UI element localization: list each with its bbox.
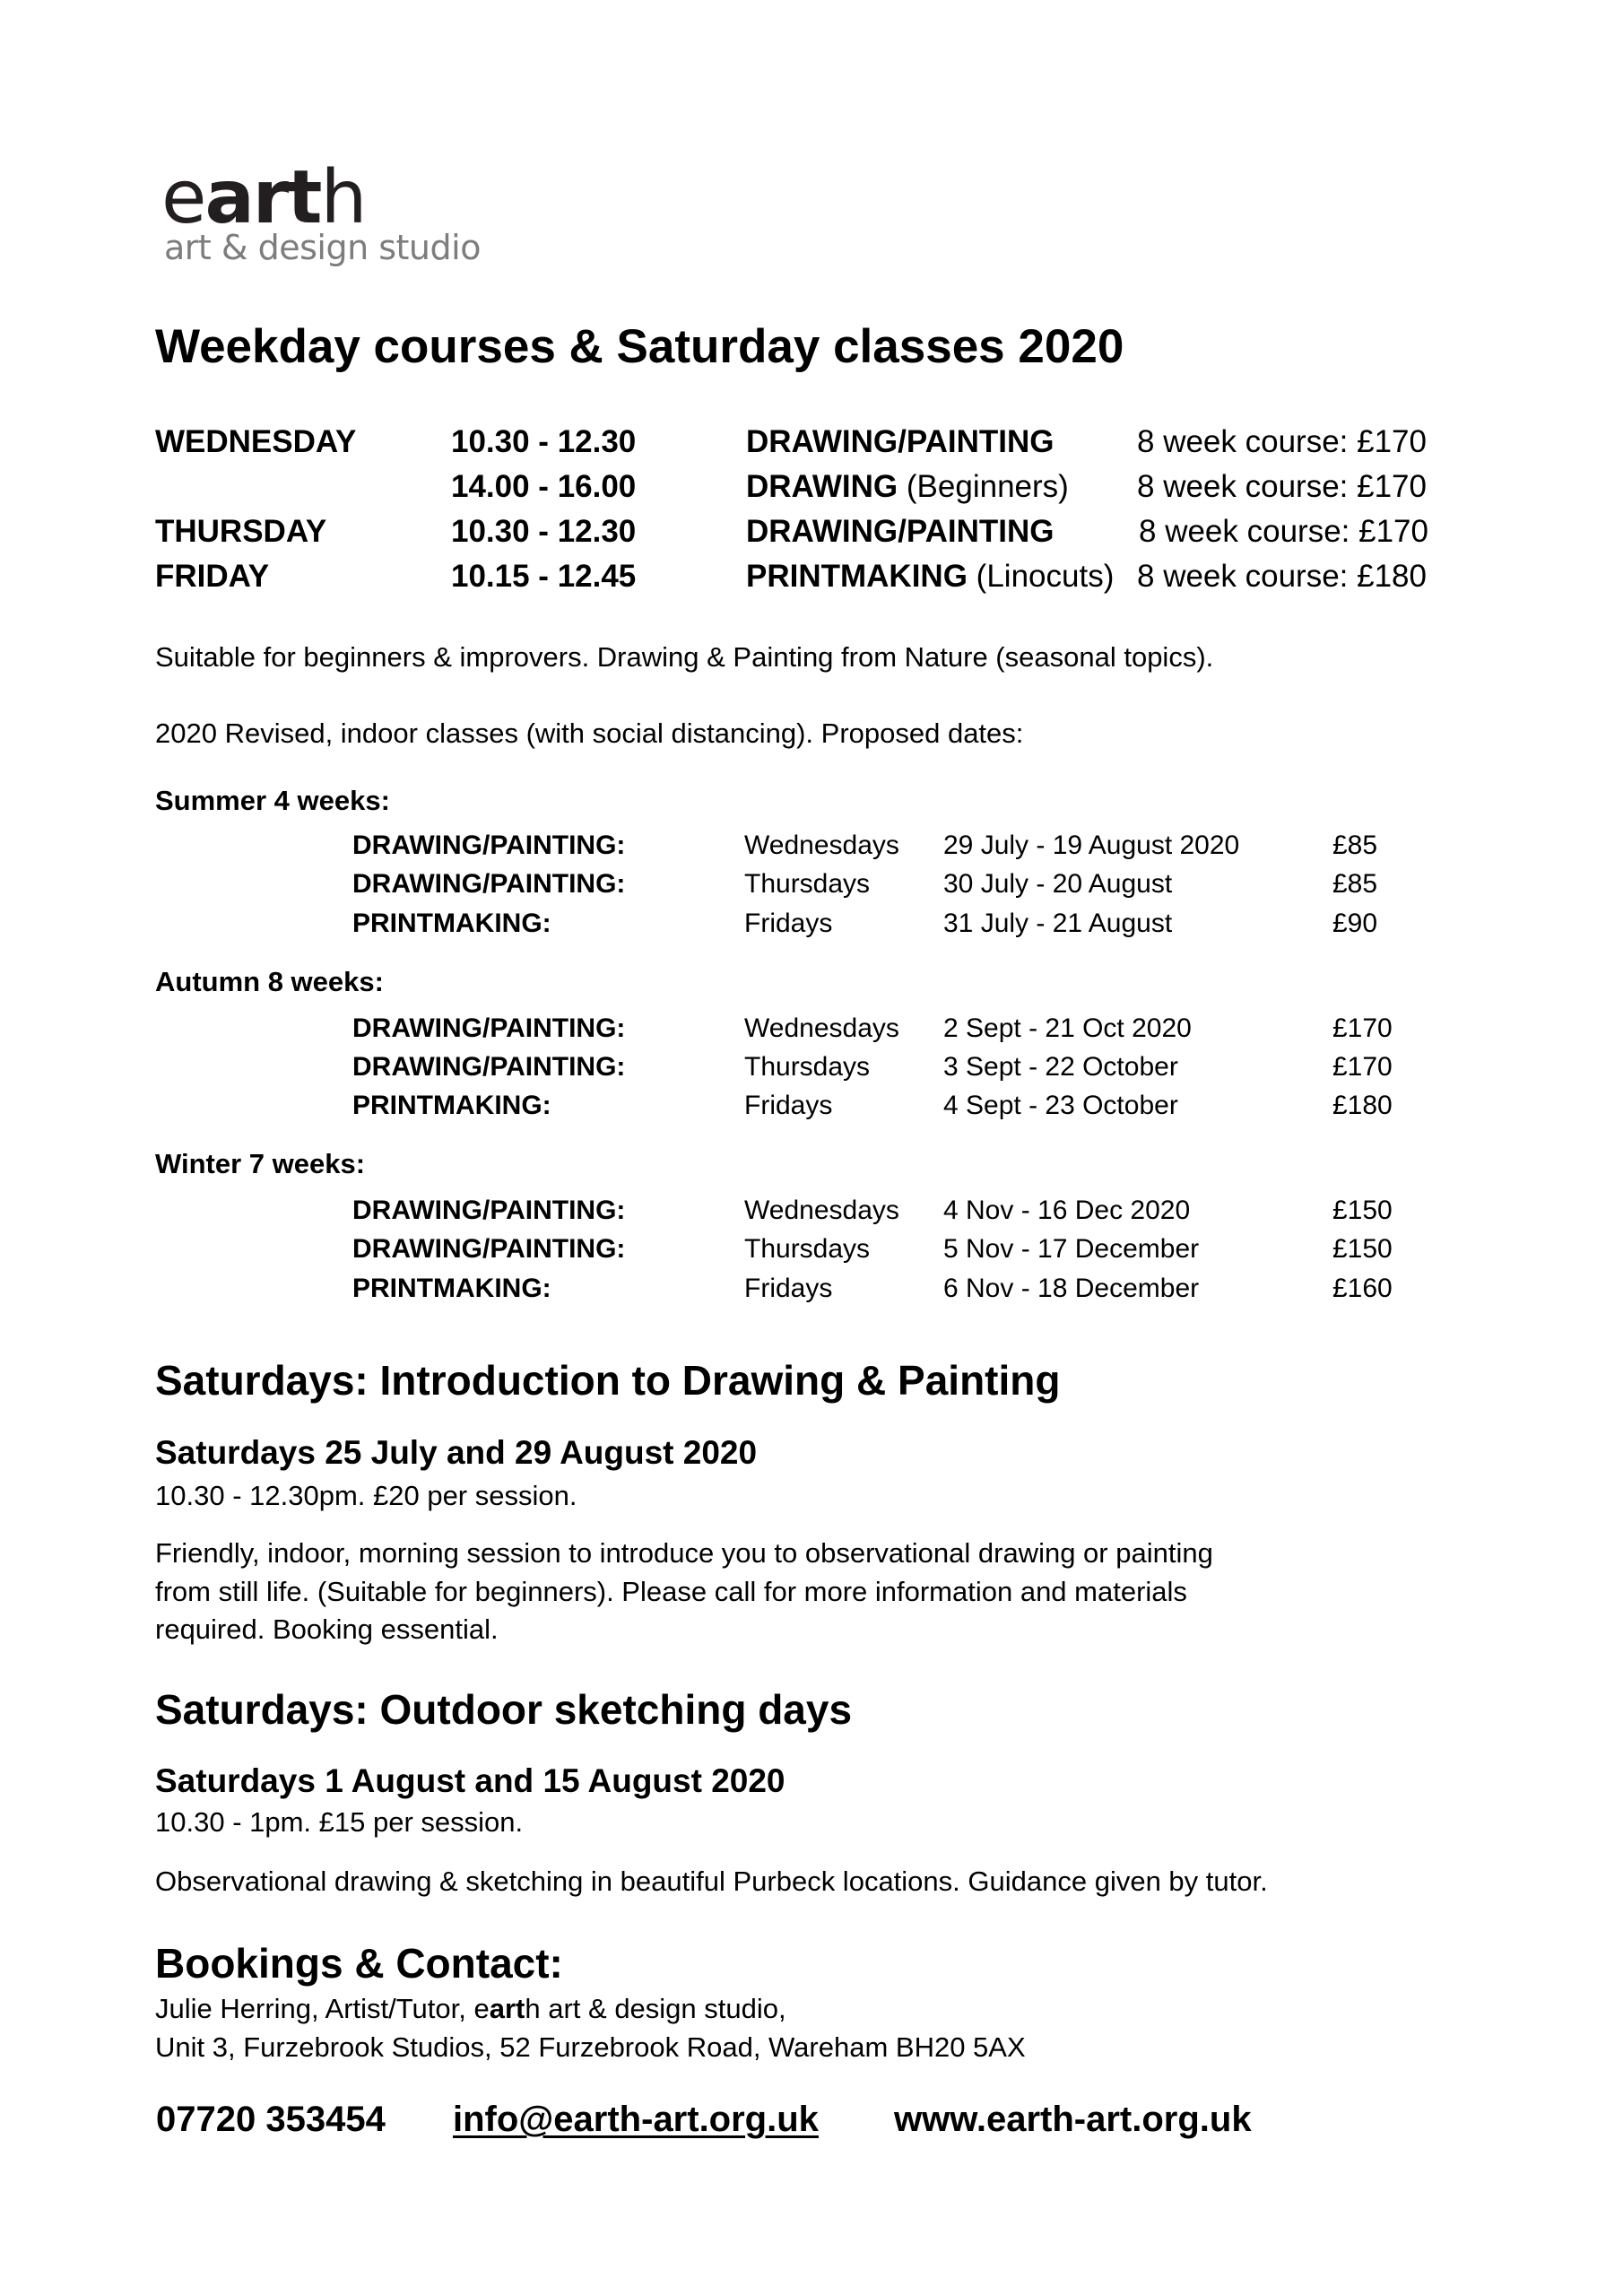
term-heading-autumn: Autumn 8 weeks: <box>155 966 384 997</box>
term-day: Thursdays <box>744 1052 871 1082</box>
contact-name-line <box>155 1995 786 2022</box>
logo-wordmark <box>161 155 366 240</box>
saturday-outdoor-dates: Saturdays 1 August and 15 August 2020 <box>155 1762 785 1799</box>
term-course: PRINTMAKING: <box>352 1274 551 1303</box>
saturday-intro-heading: Saturdays: Introduction to Drawing & Painting <box>155 1357 1061 1404</box>
term-course: DRAWING/PAINTING: <box>352 1013 626 1043</box>
saturday-intro-description-line: from still life. (Suitable for beginners). Please call for more information and materials <box>155 1576 1187 1607</box>
course-name: DRAWING <box>746 469 898 504</box>
logo-letters-art: art <box>204 155 321 240</box>
page-title: Weekday courses & Saturday classes 2020 <box>155 320 1124 373</box>
saturday-outdoor-description: Observational drawing & sketching in beautiful Purbeck locations. Guidance given by tutor. <box>155 1866 1268 1897</box>
term-price: £90 <box>1332 909 1378 938</box>
term-day: Fridays <box>744 1274 833 1303</box>
term-day: Wednesdays <box>744 1013 899 1043</box>
weekday-time: 14.00 - 16.00 <box>451 469 637 504</box>
contact-website[interactable]: www.earth-art.org.uk <box>894 2100 1252 2139</box>
term-price: £85 <box>1332 869 1378 899</box>
term-price: £160 <box>1332 1274 1393 1303</box>
term-dates: 5 Nov - 17 December <box>943 1234 1200 1264</box>
term-price: £170 <box>1332 1013 1393 1043</box>
term-day: Wednesdays <box>744 831 899 860</box>
term-day: Thursdays <box>744 1234 871 1264</box>
saturday-intro-dates: Saturdays 25 July and 29 August 2020 <box>155 1434 758 1471</box>
term-dates: 4 Nov - 16 Dec 2020 <box>943 1196 1191 1225</box>
term-course: DRAWING/PAINTING: <box>352 1234 626 1264</box>
term-course: PRINTMAKING: <box>352 1091 551 1120</box>
contact-phone[interactable]: 07720 353454 <box>156 2100 386 2139</box>
weekday-day: THURSDAY <box>155 514 327 549</box>
studio-name: art & design studio, <box>540 1993 786 2024</box>
term-day: Wednesdays <box>744 1196 899 1225</box>
term-heading-summer: Summer 4 weeks: <box>155 785 390 816</box>
weekday-price: 8 week course: £170 <box>1139 514 1428 549</box>
term-heading-winter: Winter 7 weeks: <box>155 1148 366 1179</box>
weekday-price: 8 week course: £180 <box>1137 559 1427 594</box>
term-course: DRAWING/PAINTING: <box>352 1196 626 1225</box>
term-price: £170 <box>1332 1052 1393 1082</box>
intro-text: Suitable for beginners & improvers. Drawing & Painting from Nature (seasonal topics). <box>155 641 1214 673</box>
brand-letter-h: h <box>525 1993 541 2024</box>
term-course: PRINTMAKING: <box>352 909 551 938</box>
course-note: (Beginners) <box>906 469 1069 504</box>
course-name: PRINTMAKING <box>746 559 968 594</box>
weekday-time: 10.30 - 12.30 <box>451 514 637 549</box>
course-note: (Linocuts) <box>976 559 1115 594</box>
contact-name: Julie Herring, Artist/Tutor, <box>155 1993 474 2024</box>
weekday-course <box>746 426 1055 457</box>
weekday-course <box>746 561 1114 592</box>
term-dates: 6 Nov - 18 December <box>943 1274 1200 1303</box>
term-course: DRAWING/PAINTING: <box>352 869 626 899</box>
logo-letter-e: e <box>161 155 205 240</box>
weekday-price: 8 week course: £170 <box>1137 469 1427 504</box>
term-price: £150 <box>1332 1196 1393 1225</box>
course-name: DRAWING/PAINTING <box>746 424 1055 459</box>
logo-subtitle: art & design studio <box>164 228 481 267</box>
term-dates: 29 July - 19 August 2020 <box>943 831 1240 860</box>
weekday-course <box>746 471 1069 502</box>
weekday-price: 8 week course: £170 <box>1137 424 1427 459</box>
contact-heading: Bookings & Contact: <box>155 1940 563 1987</box>
weekday-time: 10.15 - 12.45 <box>451 559 637 594</box>
contact-email-link[interactable]: info@earth-art.org.uk <box>453 2100 819 2139</box>
saturday-intro-description-line: Friendly, indoor, morning session to introduce you to observational drawing or painting <box>155 1537 1213 1569</box>
term-dates: 31 July - 21 August <box>943 909 1173 938</box>
logo-letter-h: h <box>320 155 366 240</box>
weekday-course <box>746 516 1055 547</box>
term-dates: 30 July - 20 August <box>943 869 1173 899</box>
term-day: Fridays <box>744 909 833 938</box>
term-day: Fridays <box>744 1091 833 1120</box>
term-dates: 2 Sept - 21 Oct 2020 <box>943 1013 1192 1043</box>
term-day: Thursdays <box>744 869 871 899</box>
brand-letter-e: e <box>473 1993 490 2024</box>
revised-text: 2020 Revised, indoor classes (with social distancing). Proposed dates: <box>155 718 1024 749</box>
term-price: £180 <box>1332 1091 1393 1120</box>
weekday-day: FRIDAY <box>155 559 270 594</box>
term-course: DRAWING/PAINTING: <box>352 1052 626 1082</box>
saturday-outdoor-heading: Saturdays: Outdoor sketching days <box>155 1686 853 1733</box>
weekday-time: 10.30 - 12.30 <box>451 424 637 459</box>
term-price: £150 <box>1332 1234 1393 1264</box>
term-course: DRAWING/PAINTING: <box>352 831 626 860</box>
course-name: DRAWING/PAINTING <box>746 514 1055 549</box>
weekday-day: WEDNESDAY <box>155 424 357 459</box>
saturday-outdoor-time-price: 10.30 - 1pm. £15 per session. <box>155 1806 524 1838</box>
saturday-intro-description-line: required. Booking essential. <box>155 1613 499 1645</box>
term-dates: 3 Sept - 22 October <box>943 1052 1178 1082</box>
saturday-intro-time-price: 10.30 - 12.30pm. £20 per session. <box>155 1480 577 1511</box>
term-price: £85 <box>1332 831 1378 860</box>
brand-letters-art: art <box>489 1993 525 2024</box>
term-dates: 4 Sept - 23 October <box>943 1091 1178 1120</box>
contact-address: Unit 3, Furzebrook Studios, 52 Furzebrook Road, Wareham BH20 5AX <box>155 2031 1026 2063</box>
